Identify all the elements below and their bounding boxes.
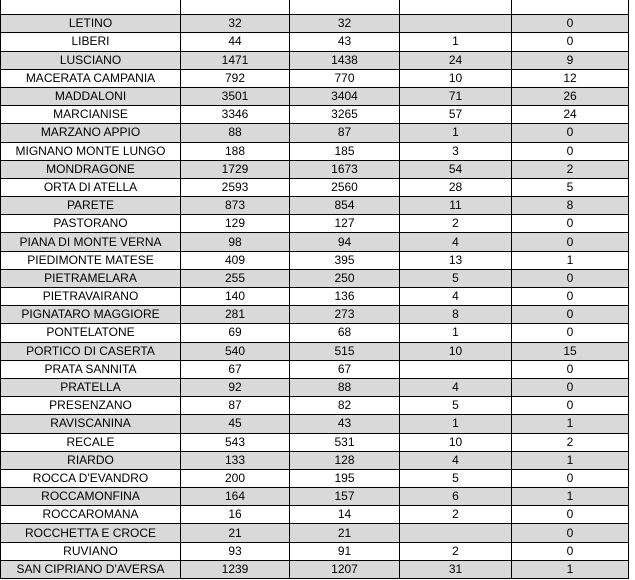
value-cell: 67 — [290, 360, 400, 378]
value-cell — [400, 524, 512, 542]
value-cell — [181, 0, 290, 15]
value-cell: 188 — [181, 142, 290, 160]
value-cell: 157 — [290, 488, 400, 506]
value-cell: 3 — [400, 142, 512, 160]
table-row — [1, 306, 629, 324]
value-cell: 88 — [181, 124, 290, 142]
value-cell: 6 — [400, 488, 512, 506]
value-cell: 164 — [181, 488, 290, 506]
value-cell: 54 — [400, 160, 512, 178]
value-cell — [512, 0, 629, 15]
value-cell: 10 — [400, 433, 512, 451]
value-cell: 71 — [400, 87, 512, 105]
table-row — [1, 197, 629, 215]
value-cell: 0 — [512, 324, 629, 342]
value-cell: 1 — [512, 451, 629, 469]
value-cell: 515 — [290, 342, 400, 360]
table-row — [1, 178, 629, 196]
table-row — [1, 451, 629, 469]
value-cell: 32 — [181, 15, 290, 33]
value-cell: 140 — [181, 288, 290, 306]
value-cell: 0 — [512, 142, 629, 160]
municipality-cell: SAN CIPRIANO D'AVERSA — [1, 560, 181, 578]
value-cell: 0 — [512, 306, 629, 324]
municipality-cell: MIGNANO MONTE LUNGO — [1, 142, 181, 160]
value-cell: 87 — [181, 397, 290, 415]
municipality-cell: PORTICO DI CASERTA — [1, 342, 181, 360]
value-cell: 1729 — [181, 160, 290, 178]
value-cell: 43 — [290, 33, 400, 51]
value-cell: 273 — [290, 306, 400, 324]
table-row — [1, 469, 629, 487]
municipality-cell: PIETRAVAIRANO — [1, 288, 181, 306]
table-row — [1, 415, 629, 433]
value-cell: 93 — [181, 542, 290, 560]
value-cell: 409 — [181, 251, 290, 269]
value-cell: 0 — [512, 215, 629, 233]
table-row — [1, 69, 629, 87]
municipality-cell: PRESENZANO — [1, 397, 181, 415]
value-cell: 5 — [400, 469, 512, 487]
value-cell: 531 — [290, 433, 400, 451]
value-cell: 3265 — [290, 106, 400, 124]
value-cell: 4 — [400, 451, 512, 469]
municipality-cell: RECALE — [1, 433, 181, 451]
value-cell: 2 — [400, 542, 512, 560]
table-row — [1, 288, 629, 306]
value-cell: 133 — [181, 451, 290, 469]
value-cell: 15 — [512, 342, 629, 360]
value-cell: 5 — [400, 269, 512, 287]
municipality-cell: ORTA DI ATELLA — [1, 178, 181, 196]
value-cell: 250 — [290, 269, 400, 287]
value-cell: 4 — [400, 233, 512, 251]
value-cell: 10 — [400, 69, 512, 87]
value-cell: 543 — [181, 433, 290, 451]
value-cell: 26 — [512, 87, 629, 105]
value-cell: 21 — [290, 524, 400, 542]
table-row — [1, 51, 629, 69]
municipality-cell: MACERATA CAMPANIA — [1, 69, 181, 87]
table-body — [1, 0, 629, 579]
value-cell: 1207 — [290, 560, 400, 578]
value-cell: 5 — [512, 178, 629, 196]
value-cell: 1438 — [290, 51, 400, 69]
table-row — [1, 160, 629, 178]
table-row — [1, 342, 629, 360]
municipality-cell: RUVIANO — [1, 542, 181, 560]
value-cell: 1 — [512, 251, 629, 269]
table-row — [1, 87, 629, 105]
value-cell: 0 — [512, 269, 629, 287]
value-cell: 57 — [400, 106, 512, 124]
table-row — [1, 142, 629, 160]
value-cell: 12 — [512, 69, 629, 87]
value-cell: 13 — [400, 251, 512, 269]
municipality-cell: PONTELATONE — [1, 324, 181, 342]
value-cell: 0 — [512, 233, 629, 251]
value-cell: 2560 — [290, 178, 400, 196]
value-cell: 91 — [290, 542, 400, 560]
value-cell: 14 — [290, 506, 400, 524]
table-row — [1, 560, 629, 578]
value-cell: 98 — [181, 233, 290, 251]
municipality-cell: PRATELLA — [1, 378, 181, 396]
value-cell: 92 — [181, 378, 290, 396]
municipality-cell: PRATA SANNITA — [1, 360, 181, 378]
municipality-cell: MARZANO APPIO — [1, 124, 181, 142]
value-cell: 185 — [290, 142, 400, 160]
value-cell: 0 — [512, 542, 629, 560]
table-row — [1, 360, 629, 378]
table-row — [1, 324, 629, 342]
value-cell: 10 — [400, 342, 512, 360]
municipality-cell: ROCCAROMANA — [1, 506, 181, 524]
value-cell: 0 — [512, 469, 629, 487]
table-row — [1, 0, 629, 15]
value-cell: 854 — [290, 197, 400, 215]
value-cell: 3404 — [290, 87, 400, 105]
value-cell: 24 — [400, 51, 512, 69]
table-row — [1, 269, 629, 287]
value-cell: 0 — [512, 124, 629, 142]
value-cell: 28 — [400, 178, 512, 196]
value-cell: 16 — [181, 506, 290, 524]
municipality-cell: LIBERI — [1, 33, 181, 51]
municipality-cell: PIEDIMONTE MATESE — [1, 251, 181, 269]
value-cell: 281 — [181, 306, 290, 324]
value-cell: 45 — [181, 415, 290, 433]
municipality-cell: PIANA DI MONTE VERNA — [1, 233, 181, 251]
value-cell — [400, 360, 512, 378]
table-row — [1, 506, 629, 524]
value-cell: 1 — [512, 488, 629, 506]
value-cell: 1239 — [181, 560, 290, 578]
value-cell: 8 — [512, 197, 629, 215]
value-cell — [290, 0, 400, 15]
value-cell: 127 — [290, 215, 400, 233]
value-cell: 5 — [400, 397, 512, 415]
municipality-cell: MARCIANISE — [1, 106, 181, 124]
municipality-cell: MADDALONI — [1, 87, 181, 105]
value-cell: 0 — [512, 506, 629, 524]
value-cell: 2593 — [181, 178, 290, 196]
value-cell: 0 — [512, 524, 629, 542]
value-cell: 540 — [181, 342, 290, 360]
table-row — [1, 251, 629, 269]
value-cell: 43 — [290, 415, 400, 433]
value-cell: 136 — [290, 288, 400, 306]
value-cell: 9 — [512, 51, 629, 69]
value-cell: 24 — [512, 106, 629, 124]
value-cell: 68 — [290, 324, 400, 342]
value-cell: 395 — [290, 251, 400, 269]
value-cell: 1673 — [290, 160, 400, 178]
value-cell: 128 — [290, 451, 400, 469]
table-row — [1, 233, 629, 251]
value-cell: 1 — [400, 415, 512, 433]
value-cell: 129 — [181, 215, 290, 233]
value-cell: 0 — [512, 360, 629, 378]
value-cell: 2 — [512, 160, 629, 178]
value-cell: 82 — [290, 397, 400, 415]
municipality-cell: PIGNATARO MAGGIORE — [1, 306, 181, 324]
municipality-cell: PARETE — [1, 197, 181, 215]
municipality-cell: MONDRAGONE — [1, 160, 181, 178]
value-cell — [400, 15, 512, 33]
value-cell: 1 — [400, 33, 512, 51]
municipality-cell: LUSCIANO — [1, 51, 181, 69]
table-row — [1, 488, 629, 506]
value-cell: 88 — [290, 378, 400, 396]
municipality-cell: RIARDO — [1, 451, 181, 469]
table-row — [1, 106, 629, 124]
value-cell: 1471 — [181, 51, 290, 69]
table-row — [1, 15, 629, 33]
value-cell: 32 — [290, 15, 400, 33]
value-cell: 69 — [181, 324, 290, 342]
municipality-cell: PIETRAMELARA — [1, 269, 181, 287]
value-cell: 44 — [181, 33, 290, 51]
table-row — [1, 124, 629, 142]
value-cell: 87 — [290, 124, 400, 142]
municipality-cell: RAVISCANINA — [1, 415, 181, 433]
value-cell: 21 — [181, 524, 290, 542]
value-cell: 2 — [512, 433, 629, 451]
municipality-cell: PASTORANO — [1, 215, 181, 233]
value-cell: 1 — [400, 124, 512, 142]
value-cell: 770 — [290, 69, 400, 87]
value-cell: 1 — [512, 560, 629, 578]
value-cell: 4 — [400, 288, 512, 306]
value-cell: 0 — [512, 288, 629, 306]
value-cell: 200 — [181, 469, 290, 487]
table-row — [1, 433, 629, 451]
value-cell: 31 — [400, 560, 512, 578]
municipality-cell — [1, 0, 181, 15]
value-cell: 873 — [181, 197, 290, 215]
table-row — [1, 215, 629, 233]
table-row — [1, 378, 629, 396]
value-cell: 2 — [400, 215, 512, 233]
value-cell: 8 — [400, 306, 512, 324]
value-cell: 3346 — [181, 106, 290, 124]
municipality-cell: ROCCA D'EVANDRO — [1, 469, 181, 487]
municipality-cell: ROCCHETTA E CROCE — [1, 524, 181, 542]
value-cell: 0 — [512, 378, 629, 396]
value-cell: 94 — [290, 233, 400, 251]
value-cell: 11 — [400, 197, 512, 215]
table-row — [1, 33, 629, 51]
value-cell: 2 — [400, 506, 512, 524]
value-cell: 1 — [512, 415, 629, 433]
value-cell: 4 — [400, 378, 512, 396]
value-cell: 0 — [512, 397, 629, 415]
value-cell: 0 — [512, 33, 629, 51]
municipality-cell: ROCCAMONFINA — [1, 488, 181, 506]
value-cell: 67 — [181, 360, 290, 378]
value-cell: 0 — [512, 15, 629, 33]
value-cell: 3501 — [181, 87, 290, 105]
value-cell: 195 — [290, 469, 400, 487]
table-row — [1, 542, 629, 560]
value-cell: 1 — [400, 324, 512, 342]
municipality-cell: LETINO — [1, 15, 181, 33]
table-row — [1, 397, 629, 415]
value-cell — [400, 0, 512, 15]
value-cell: 255 — [181, 269, 290, 287]
table-row — [1, 524, 629, 542]
value-cell: 792 — [181, 69, 290, 87]
